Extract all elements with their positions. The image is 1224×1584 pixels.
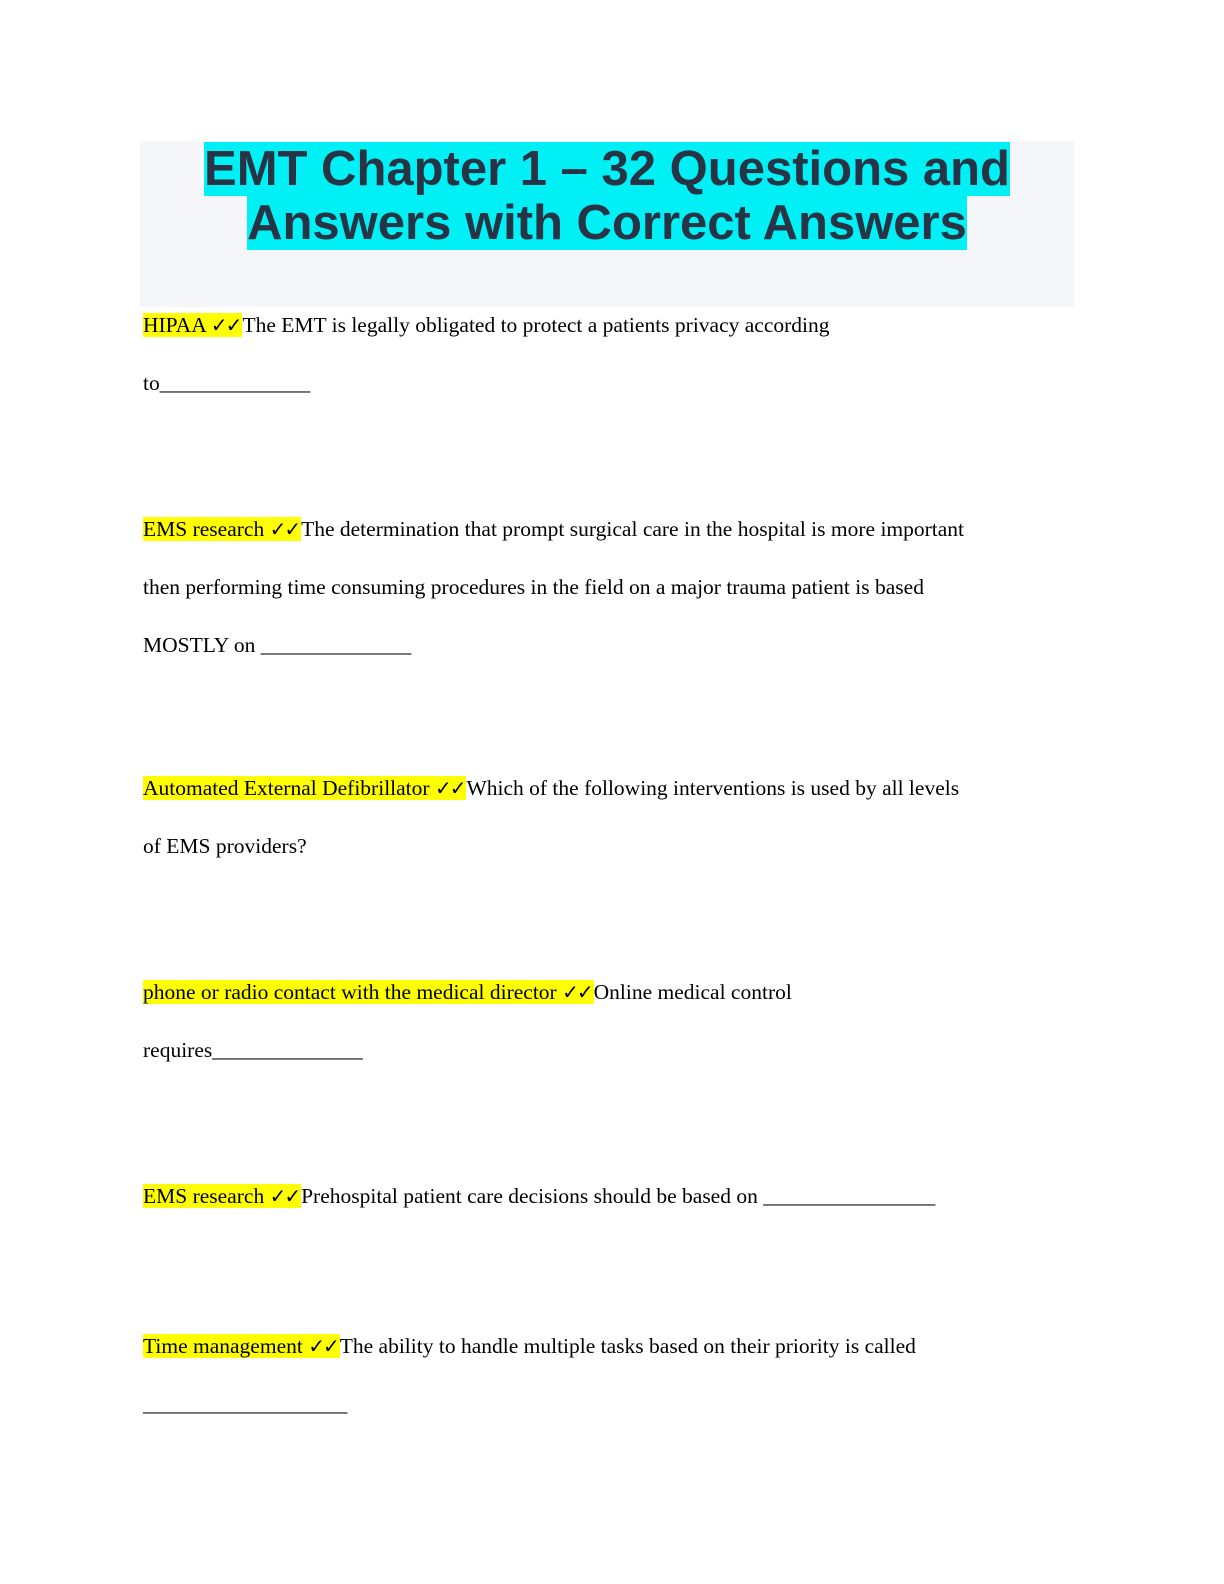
- answer-highlight: [143, 980, 594, 1004]
- question-text: The EMT is legally obligated to protect a patients privacy according: [242, 313, 830, 337]
- qa-item: [143, 1317, 1083, 1433]
- title-line-2: Answers with Correct Answers: [247, 196, 967, 250]
- title-line-1: EMT Chapter 1 – 32 Questions and: [204, 142, 1010, 196]
- qa-line: to______________: [143, 371, 311, 395]
- double-check-icon: ✓✓: [562, 980, 592, 1004]
- answer-text: EMS research: [143, 517, 265, 541]
- qa-item: [143, 296, 1083, 412]
- qa-line: [143, 963, 1083, 1021]
- answer-text: phone or radio contact with the medical director: [143, 980, 557, 1004]
- qa-item: [143, 963, 1083, 1079]
- answer-highlight: [143, 776, 466, 800]
- qa-line: [143, 759, 1083, 817]
- question-text: The determination that prompt surgical care in the hospital is more important: [301, 517, 965, 541]
- qa-line: MOSTLY on ______________: [143, 633, 412, 657]
- double-check-icon: ✓✓: [210, 313, 241, 337]
- qa-line: [143, 1317, 1083, 1375]
- qa-line: [143, 500, 1083, 558]
- double-check-icon: ✓✓: [269, 517, 300, 541]
- document-title: [140, 141, 1074, 250]
- answer-highlight: [143, 517, 301, 541]
- answer-text: HIPAA: [143, 313, 206, 337]
- answer-highlight: [143, 1184, 301, 1208]
- qa-line: [143, 296, 1083, 354]
- answer-text: EMS research: [143, 1184, 265, 1208]
- double-check-icon: ✓✓: [269, 1184, 300, 1208]
- qa-line: then performing time consuming procedures in the field on a major trauma patient is based: [143, 575, 924, 599]
- answer-text: Time management: [143, 1334, 303, 1358]
- qa-item: [143, 1167, 1083, 1225]
- qa-item: [143, 759, 1083, 875]
- question-text: The ability to handle multiple tasks based on their priority is called: [339, 1334, 916, 1358]
- document-title-block: [140, 141, 1074, 307]
- question-text: Which of the following interventions is used by all levels: [466, 776, 960, 800]
- qa-line: ___________________: [143, 1392, 348, 1416]
- qa-line: [143, 1167, 1083, 1225]
- question-text: Prehospital patient care decisions should be based on ________________: [301, 1184, 936, 1208]
- answer-highlight: [143, 1334, 340, 1358]
- qa-item: [143, 500, 1083, 674]
- qa-line: of EMS providers?: [143, 834, 307, 858]
- question-text: Online medical control: [593, 980, 792, 1004]
- double-check-icon: ✓✓: [308, 1334, 338, 1358]
- answer-text: Automated External Defibrillator: [143, 776, 430, 800]
- answer-highlight: [143, 313, 242, 337]
- qa-line: requires______________: [143, 1038, 363, 1062]
- double-check-icon: ✓✓: [434, 776, 465, 800]
